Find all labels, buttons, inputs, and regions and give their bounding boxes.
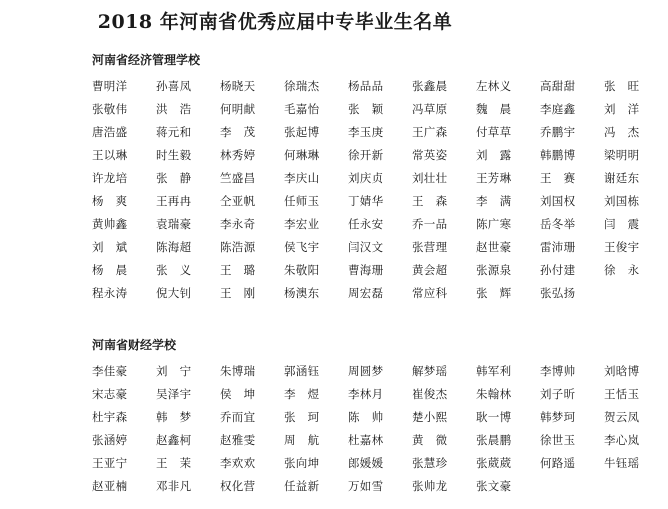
student-name: 常应科 bbox=[412, 285, 448, 300]
student-name: 唐浩盛 bbox=[92, 124, 128, 139]
name-row bbox=[92, 405, 640, 428]
student-name: 张鑫晨 bbox=[412, 78, 448, 93]
student-name: 许龙培 bbox=[92, 170, 128, 185]
student-name: 张葳葳 bbox=[476, 455, 512, 470]
student-name: 袁瑞豪 bbox=[156, 216, 192, 231]
student-name: 刘子昕 bbox=[540, 386, 576, 401]
student-name: 王 森 bbox=[412, 193, 448, 208]
student-name: 曹明洋 bbox=[92, 78, 128, 93]
student-name: 付草草 bbox=[476, 124, 512, 139]
student-name: 刘 洋 bbox=[604, 101, 640, 116]
student-name: 刘庆贞 bbox=[348, 170, 384, 185]
student-name: 李欢欢 bbox=[220, 455, 256, 470]
student-name: 郎媛媛 bbox=[348, 455, 384, 470]
student-name: 仝亚帆 bbox=[220, 193, 256, 208]
student-name: 贺云凤 bbox=[604, 409, 640, 424]
school-section-finance bbox=[92, 337, 640, 497]
student-name: 徐开新 bbox=[348, 147, 384, 162]
student-name: 杨澳东 bbox=[284, 285, 320, 300]
student-name: 乔而宜 bbox=[220, 409, 256, 424]
student-name: 赵亚楠 bbox=[92, 478, 128, 493]
student-name: 陈浩源 bbox=[220, 239, 256, 254]
student-name: 程永涛 bbox=[92, 285, 128, 300]
name-row bbox=[92, 74, 640, 97]
name-grid bbox=[92, 74, 640, 304]
student-name: 刘晗博 bbox=[604, 363, 640, 378]
student-name: 李 煜 bbox=[284, 386, 320, 401]
student-name: 王广森 bbox=[412, 124, 448, 139]
student-name: 李玉庚 bbox=[348, 124, 384, 139]
name-row bbox=[92, 166, 640, 189]
student-name: 韩梦珂 bbox=[540, 409, 576, 424]
student-name: 毛嘉怡 bbox=[284, 101, 320, 116]
name-row bbox=[92, 382, 640, 405]
name-row bbox=[92, 143, 640, 166]
student-name: 张营理 bbox=[412, 239, 448, 254]
student-name: 冯 杰 bbox=[604, 124, 640, 139]
student-name: 周圆梦 bbox=[348, 363, 384, 378]
student-name: 杨 爽 bbox=[92, 193, 128, 208]
student-name: 刘 露 bbox=[476, 147, 512, 162]
student-name: 耿一博 bbox=[476, 409, 512, 424]
student-name: 王俊宇 bbox=[604, 239, 640, 254]
student-name: 杨品品 bbox=[348, 78, 384, 93]
student-name: 郭涵钰 bbox=[284, 363, 320, 378]
student-name: 闫汉文 bbox=[348, 239, 384, 254]
page-title: 2018 年河南省优秀应届中专毕业生名单 bbox=[97, 11, 453, 33]
student-name: 王 璐 bbox=[220, 262, 256, 277]
name-row bbox=[92, 451, 640, 474]
student-name: 左林义 bbox=[476, 78, 512, 93]
student-name: 韩军利 bbox=[476, 363, 512, 378]
student-name: 曹海珊 bbox=[348, 262, 384, 277]
student-name: 张敬伟 bbox=[92, 101, 128, 116]
student-name: 张 义 bbox=[156, 262, 192, 277]
student-name: 雷沛珊 bbox=[540, 239, 576, 254]
student-name: 张 旺 bbox=[604, 78, 640, 93]
student-name: 乔鹏宇 bbox=[540, 124, 576, 139]
student-name: 陈 帅 bbox=[348, 409, 384, 424]
name-row bbox=[92, 359, 640, 382]
student-name: 张帅龙 bbox=[412, 478, 448, 493]
student-name: 解梦瑶 bbox=[412, 363, 448, 378]
student-name: 张 颖 bbox=[348, 101, 384, 116]
student-name: 李林月 bbox=[348, 386, 384, 401]
student-name: 王芳琳 bbox=[476, 170, 512, 185]
student-name: 万如雪 bbox=[348, 478, 384, 493]
student-name: 陈海超 bbox=[156, 239, 192, 254]
student-name: 洪 浩 bbox=[156, 101, 192, 116]
student-name: 王 刚 bbox=[220, 285, 256, 300]
student-name: 周宏磊 bbox=[348, 285, 384, 300]
student-name: 张 静 bbox=[156, 170, 192, 185]
student-name: 王再冉 bbox=[156, 193, 192, 208]
student-name: 冯草原 bbox=[412, 101, 448, 116]
student-name: 朱翰林 bbox=[476, 386, 512, 401]
student-name: 赵雅雯 bbox=[220, 432, 256, 447]
student-name: 杨晓天 bbox=[220, 78, 256, 93]
student-name: 丁婧华 bbox=[348, 193, 384, 208]
student-name: 权化营 bbox=[220, 478, 256, 493]
student-name: 吴泽宇 bbox=[156, 386, 192, 401]
student-name: 何明献 bbox=[220, 101, 256, 116]
name-row bbox=[92, 281, 576, 304]
student-name: 邓非凡 bbox=[156, 478, 192, 493]
student-name: 侯飞宇 bbox=[284, 239, 320, 254]
student-name: 高甜甜 bbox=[540, 78, 576, 93]
student-name: 张 辉 bbox=[476, 285, 512, 300]
name-row bbox=[92, 189, 640, 212]
student-name: 岳冬举 bbox=[540, 216, 576, 231]
student-name: 韩鹏博 bbox=[540, 147, 576, 162]
name-row bbox=[92, 120, 640, 143]
school-heading: 河南省财经学校 bbox=[92, 338, 177, 352]
student-name: 徐瑞杰 bbox=[284, 78, 320, 93]
student-name: 徐 永 bbox=[604, 262, 640, 277]
student-name: 崔俊杰 bbox=[412, 386, 448, 401]
name-row bbox=[92, 428, 640, 451]
student-name: 徐世玉 bbox=[540, 432, 576, 447]
student-name: 王 赛 bbox=[540, 170, 576, 185]
name-row bbox=[92, 235, 640, 258]
student-name: 刘国权 bbox=[540, 193, 576, 208]
student-name: 闫 震 bbox=[604, 216, 640, 231]
name-row bbox=[92, 474, 532, 497]
student-name: 林秀婷 bbox=[220, 147, 256, 162]
student-name: 刘国栋 bbox=[604, 193, 640, 208]
student-name: 李心岚 bbox=[604, 432, 640, 447]
student-name: 黄会超 bbox=[412, 262, 448, 277]
student-name: 何琳琳 bbox=[284, 147, 320, 162]
student-name: 宋志豪 bbox=[92, 386, 128, 401]
student-name: 周 航 bbox=[284, 432, 320, 447]
student-name: 王恬玉 bbox=[604, 386, 640, 401]
student-name: 倪大钊 bbox=[156, 285, 192, 300]
student-name: 张慧珍 bbox=[412, 455, 448, 470]
student-name: 张晨鹏 bbox=[476, 432, 512, 447]
name-row bbox=[92, 212, 640, 235]
student-name: 任师玉 bbox=[284, 193, 320, 208]
student-name: 王 茉 bbox=[156, 455, 192, 470]
student-name: 刘壮壮 bbox=[412, 170, 448, 185]
student-name: 张 珂 bbox=[284, 409, 320, 424]
student-name: 牛钰瑶 bbox=[604, 455, 640, 470]
student-name: 王以琳 bbox=[92, 147, 128, 162]
student-name: 刘 宁 bbox=[156, 363, 192, 378]
student-name: 李佳豪 bbox=[92, 363, 128, 378]
name-grid bbox=[92, 359, 640, 497]
student-name: 梁明明 bbox=[604, 147, 640, 162]
name-row bbox=[92, 97, 640, 120]
student-name: 黄帅鑫 bbox=[92, 216, 128, 231]
student-name: 常英姿 bbox=[412, 147, 448, 162]
student-name: 赵世豪 bbox=[476, 239, 512, 254]
student-name: 孙喜凤 bbox=[156, 78, 192, 93]
student-name: 何路遥 bbox=[540, 455, 576, 470]
student-name: 张起博 bbox=[284, 124, 320, 139]
student-name: 张源泉 bbox=[476, 262, 512, 277]
student-name: 楚小熙 bbox=[412, 409, 448, 424]
student-name: 竺盛昌 bbox=[220, 170, 256, 185]
student-name: 张涵婷 bbox=[92, 432, 128, 447]
student-name: 杨 晨 bbox=[92, 262, 128, 277]
student-name: 李 茂 bbox=[220, 124, 256, 139]
student-name: 杜宇森 bbox=[92, 409, 128, 424]
student-name: 杜嘉林 bbox=[348, 432, 384, 447]
student-name: 乔一品 bbox=[412, 216, 448, 231]
student-name: 李 满 bbox=[476, 193, 512, 208]
student-name: 韩 梦 bbox=[156, 409, 192, 424]
student-name: 李博帅 bbox=[540, 363, 576, 378]
student-name: 蒋元和 bbox=[156, 124, 192, 139]
school-heading: 河南省经济管理学校 bbox=[92, 53, 201, 67]
student-name: 张弘扬 bbox=[540, 285, 576, 300]
student-name: 侯 坤 bbox=[220, 386, 256, 401]
student-name: 李庆山 bbox=[284, 170, 320, 185]
student-name: 黄 微 bbox=[412, 432, 448, 447]
student-name: 李宏业 bbox=[284, 216, 320, 231]
student-name: 刘 斌 bbox=[92, 239, 128, 254]
student-name: 张文豪 bbox=[476, 478, 512, 493]
student-name: 赵鑫柯 bbox=[156, 432, 192, 447]
student-name: 时生毅 bbox=[156, 147, 192, 162]
student-name: 王亚宁 bbox=[92, 455, 128, 470]
name-row bbox=[92, 258, 640, 281]
school-section-economic-management bbox=[92, 52, 640, 304]
student-name: 孙付建 bbox=[540, 262, 576, 277]
student-name: 张向坤 bbox=[284, 455, 320, 470]
student-name: 谢廷东 bbox=[604, 170, 640, 185]
student-name: 任益新 bbox=[284, 478, 320, 493]
student-name: 李永奇 bbox=[220, 216, 256, 231]
student-name: 李庭鑫 bbox=[540, 101, 576, 116]
student-name: 朱博瑞 bbox=[220, 363, 256, 378]
student-name: 魏 晨 bbox=[476, 101, 512, 116]
student-name: 陈广寒 bbox=[476, 216, 512, 231]
student-name: 任永安 bbox=[348, 216, 384, 231]
student-name: 朱敬阳 bbox=[284, 262, 320, 277]
